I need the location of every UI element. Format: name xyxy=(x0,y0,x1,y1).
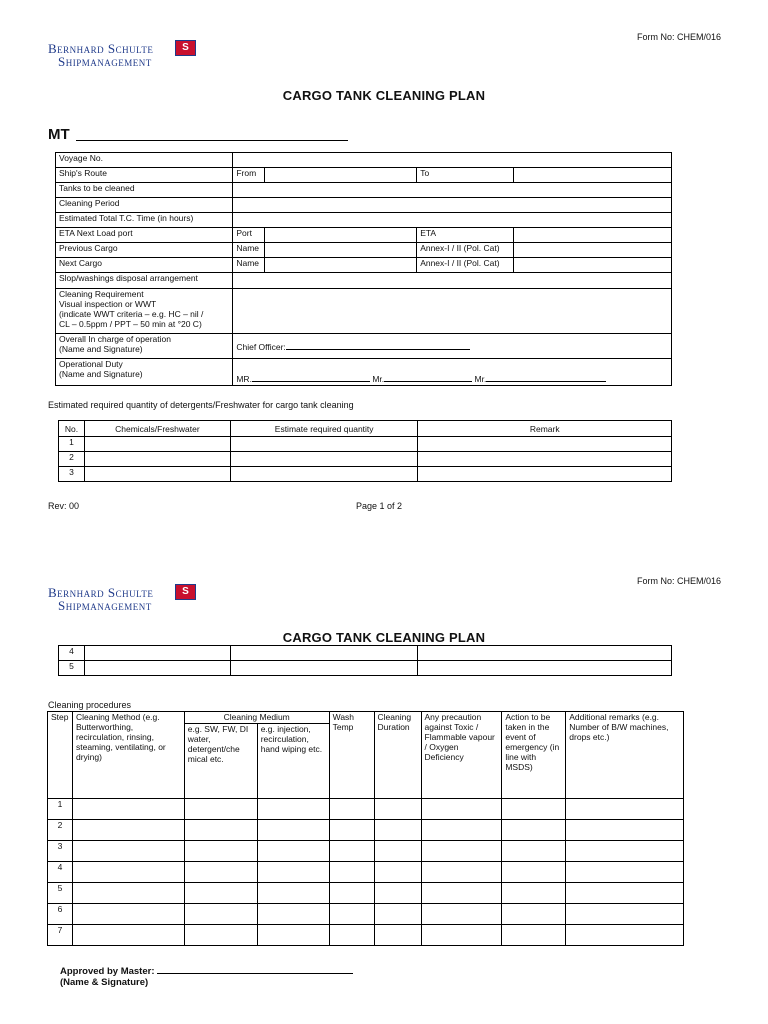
mr1-signature-line[interactable] xyxy=(252,372,370,382)
table-row xyxy=(56,183,672,198)
route-to-field[interactable] xyxy=(514,168,672,183)
step-cell[interactable] xyxy=(421,841,502,862)
remark-cell[interactable] xyxy=(418,452,672,467)
route-to-label: To xyxy=(417,168,514,183)
remark-cell[interactable] xyxy=(418,467,672,482)
slop-label: Slop/washings disposal arrangement xyxy=(56,273,233,289)
approval-subtitle: (Name & Signature) xyxy=(60,977,149,988)
quantity-cell[interactable] xyxy=(230,452,418,467)
duty-line: (Name and Signature) xyxy=(59,369,143,379)
quantity-cell[interactable] xyxy=(230,661,418,676)
table-row xyxy=(59,452,672,467)
company-name-line1: Bernhard Schulte xyxy=(48,585,154,600)
step-cell[interactable] xyxy=(374,799,421,820)
chief-officer-cell xyxy=(233,334,672,359)
header-quantity: Estimate required quantity xyxy=(230,421,418,437)
header-medium: Cleaning Medium xyxy=(184,712,329,724)
header-step: Step xyxy=(48,712,73,799)
company-name-line2: Shipmanagement xyxy=(58,598,152,613)
prev-annex-label: Annex-I / II (Pol. Cat) xyxy=(417,243,514,258)
step-cell[interactable] xyxy=(72,841,184,862)
prev-name-label: Name xyxy=(233,243,265,258)
table-row xyxy=(48,925,684,946)
step-cell[interactable] xyxy=(184,799,257,820)
form-number: Form No: CHEM/016 xyxy=(637,32,722,42)
detergent-caption: Estimated required quantity of detergents/Freshwater for cargo tank cleaning xyxy=(48,400,354,410)
prev-annex-field[interactable] xyxy=(514,243,672,258)
eta-field[interactable] xyxy=(514,228,672,243)
duty-line: Operational Duty xyxy=(59,359,123,369)
step-cell[interactable] xyxy=(72,883,184,904)
company-name-line1: Bernhard Schulte xyxy=(48,41,154,56)
tanks-label: Tanks to be cleaned xyxy=(56,183,233,198)
approval-label: Approved by Master: xyxy=(60,966,155,977)
step-number: 2 xyxy=(48,820,73,841)
table-row xyxy=(48,862,684,883)
step-number: 5 xyxy=(48,883,73,904)
mr1-label: MR. xyxy=(236,374,252,384)
quantity-cell[interactable] xyxy=(230,437,418,452)
chemicals-table-continued xyxy=(58,645,672,676)
mr3-signature-line[interactable] xyxy=(486,372,606,382)
prev-name-field[interactable] xyxy=(265,243,417,258)
chemical-cell[interactable] xyxy=(84,646,230,661)
step-cell[interactable] xyxy=(502,862,566,883)
overall-line: (Name and Signature) xyxy=(59,344,143,354)
company-logo xyxy=(48,586,153,612)
next-name-label: Name xyxy=(233,258,265,273)
table-row xyxy=(48,799,684,820)
requirement-label xyxy=(56,289,233,334)
header-medium-method: e.g. injection, recirculation, hand wiping etc. xyxy=(257,724,329,799)
route-from-label: From xyxy=(233,168,265,183)
step-cell[interactable] xyxy=(421,820,502,841)
step-cell[interactable] xyxy=(184,841,257,862)
next-annex-field[interactable] xyxy=(514,258,672,273)
step-cell[interactable] xyxy=(329,925,374,946)
step-cell[interactable] xyxy=(184,862,257,883)
table-row xyxy=(56,334,672,359)
voyage-label: Voyage No. xyxy=(56,153,233,168)
requirement-line: CL – 0.5ppm / PPT – 50 min at °20 C) xyxy=(59,319,202,329)
next-cargo-label: Next Cargo xyxy=(56,258,233,273)
step-cell[interactable] xyxy=(421,925,502,946)
step-cell[interactable] xyxy=(329,883,374,904)
period-field[interactable] xyxy=(233,198,672,213)
requirement-field[interactable] xyxy=(233,289,672,334)
step-cell[interactable] xyxy=(374,862,421,883)
step-cell[interactable] xyxy=(329,799,374,820)
step-cell[interactable] xyxy=(421,883,502,904)
revision: Rev: 00 xyxy=(48,501,80,511)
step-cell[interactable] xyxy=(257,799,329,820)
header-no: No. xyxy=(59,421,85,437)
step-cell[interactable] xyxy=(72,799,184,820)
table-row xyxy=(59,437,672,452)
step-cell[interactable] xyxy=(72,925,184,946)
chemical-cell[interactable] xyxy=(84,437,230,452)
step-cell[interactable] xyxy=(72,904,184,925)
step-cell[interactable] xyxy=(329,820,374,841)
header-remarks: Additional remarks (e.g. Number of B/W machines, drops etc.) xyxy=(566,712,684,799)
slop-field[interactable] xyxy=(233,273,672,289)
row-number: 4 xyxy=(59,646,85,661)
step-cell[interactable] xyxy=(502,925,566,946)
requirement-line: Visual inspection or WWT xyxy=(59,299,157,309)
table-row xyxy=(56,289,672,334)
header-duration: Cleaning Duration xyxy=(374,712,421,799)
step-number: 4 xyxy=(48,862,73,883)
mr2-label: Mr. xyxy=(372,374,385,384)
step-cell[interactable] xyxy=(421,904,502,925)
step-cell[interactable] xyxy=(72,862,184,883)
step-cell[interactable] xyxy=(329,904,374,925)
chemicals-table xyxy=(58,420,672,482)
chemical-cell[interactable] xyxy=(84,661,230,676)
master-signature-line[interactable] xyxy=(157,965,353,974)
requirement-line: (indicate WWT criteria – e.g. HC – nil / xyxy=(59,309,204,319)
approval-block xyxy=(60,965,353,988)
quantity-cell[interactable] xyxy=(230,467,418,482)
table-row xyxy=(56,258,672,273)
step-cell[interactable] xyxy=(566,820,684,841)
step-cell[interactable] xyxy=(257,925,329,946)
remark-cell[interactable] xyxy=(418,661,672,676)
overall-label xyxy=(56,334,233,359)
step-cell[interactable] xyxy=(329,841,374,862)
step-cell[interactable] xyxy=(502,904,566,925)
table-row xyxy=(56,359,672,386)
table-row xyxy=(48,841,684,862)
step-cell[interactable] xyxy=(184,820,257,841)
step-cell[interactable] xyxy=(566,841,684,862)
header-medium-type: e.g. SW, FW, DI water, detergent/che mical etc. xyxy=(184,724,257,799)
total-time-field[interactable] xyxy=(233,213,672,228)
company-name-line2: Shipmanagement xyxy=(58,54,152,69)
step-cell[interactable] xyxy=(184,883,257,904)
table-row xyxy=(56,243,672,258)
step-cell[interactable] xyxy=(502,799,566,820)
table-row xyxy=(59,661,672,676)
step-cell[interactable] xyxy=(502,841,566,862)
next-annex-label: Annex-I / II (Pol. Cat) xyxy=(417,258,514,273)
step-cell[interactable] xyxy=(72,820,184,841)
approval-line xyxy=(60,965,353,977)
header-chemicals: Chemicals/Freshwater xyxy=(84,421,230,437)
route-from-field[interactable] xyxy=(265,168,417,183)
row-number: 1 xyxy=(59,437,85,452)
page-title: CARGO TANK CLEANING PLAN xyxy=(282,630,486,645)
step-cell[interactable] xyxy=(566,862,684,883)
step-cell[interactable] xyxy=(566,883,684,904)
step-cell[interactable] xyxy=(421,862,502,883)
eta-port-label: ETA Next Load port xyxy=(56,228,233,243)
table-row xyxy=(56,273,672,289)
table-row xyxy=(56,153,672,168)
step-cell[interactable] xyxy=(184,904,257,925)
step-cell[interactable] xyxy=(257,841,329,862)
step-cell[interactable] xyxy=(374,841,421,862)
company-flag-icon: S xyxy=(175,40,196,56)
row-number: 2 xyxy=(59,452,85,467)
next-name-field[interactable] xyxy=(265,258,417,273)
step-cell[interactable] xyxy=(374,883,421,904)
step-number: 6 xyxy=(48,904,73,925)
voyage-field[interactable] xyxy=(233,153,672,168)
step-cell[interactable] xyxy=(502,820,566,841)
header-action: Action to be taken in the event of emergency (in line with MSDS) xyxy=(502,712,566,799)
step-cell[interactable] xyxy=(374,820,421,841)
table-header-row xyxy=(48,712,684,724)
mt-text: MT xyxy=(48,126,70,143)
procedures-caption: Cleaning procedures xyxy=(48,700,132,710)
step-cell[interactable] xyxy=(257,883,329,904)
header-method: Cleaning Method (e.g. Butterworthing, recirculation, rinsing, steaming, ventilating, or drying) xyxy=(72,712,184,799)
step-cell[interactable] xyxy=(566,925,684,946)
row-number: 5 xyxy=(59,661,85,676)
page-number: Page 1 of 2 xyxy=(356,501,403,511)
step-cell[interactable] xyxy=(257,862,329,883)
total-time-label: Estimated Total T.C. Time (in hours) xyxy=(56,213,233,228)
step-cell[interactable] xyxy=(374,904,421,925)
route-label: Ship's Route xyxy=(56,168,233,183)
tanks-field[interactable] xyxy=(233,183,672,198)
table-row xyxy=(59,646,672,661)
step-cell[interactable] xyxy=(566,904,684,925)
chemical-cell[interactable] xyxy=(84,467,230,482)
table-row xyxy=(59,467,672,482)
company-logo xyxy=(48,42,153,68)
mr2-signature-line[interactable] xyxy=(384,372,472,382)
duty-label xyxy=(56,359,233,386)
step-number: 1 xyxy=(48,799,73,820)
step-number: 3 xyxy=(48,841,73,862)
mt-label xyxy=(48,126,70,143)
step-cell[interactable] xyxy=(374,925,421,946)
company-flag-icon: S xyxy=(175,584,196,600)
row-number: 3 xyxy=(59,467,85,482)
eta-label: ETA xyxy=(417,228,514,243)
step-cell[interactable] xyxy=(566,799,684,820)
plan-table xyxy=(55,152,672,386)
duty-signatures-cell xyxy=(233,359,672,386)
table-row xyxy=(48,820,684,841)
table-header-row xyxy=(59,421,672,437)
mt-name-field[interactable] xyxy=(76,140,348,141)
form-number: Form No: CHEM/016 xyxy=(637,576,722,586)
period-label: Cleaning Period xyxy=(56,198,233,213)
step-cell[interactable] xyxy=(329,862,374,883)
chemical-cell[interactable] xyxy=(84,452,230,467)
prev-cargo-label: Previous Cargo xyxy=(56,243,233,258)
requirement-line: Cleaning Requirement xyxy=(59,289,144,299)
table-row xyxy=(48,883,684,904)
table-row xyxy=(56,168,672,183)
header-precaution: Any precaution against Toxic / Flammable vapour / Oxygen Deficiency xyxy=(421,712,502,799)
table-row xyxy=(48,904,684,925)
port-field[interactable] xyxy=(265,228,417,243)
step-number: 7 xyxy=(48,925,73,946)
table-row xyxy=(56,198,672,213)
header-wash-temp: Wash Temp xyxy=(329,712,374,799)
step-cell[interactable] xyxy=(502,883,566,904)
remark-cell[interactable] xyxy=(418,646,672,661)
chief-officer-label: Chief Officer: xyxy=(236,342,286,352)
step-cell[interactable] xyxy=(184,925,257,946)
overall-line: Overall In charge of operation xyxy=(59,334,171,344)
table-row xyxy=(56,213,672,228)
mr3-label: Mr. xyxy=(474,374,487,384)
step-cell[interactable] xyxy=(257,820,329,841)
step-cell[interactable] xyxy=(257,904,329,925)
step-cell[interactable] xyxy=(421,799,502,820)
procedures-table xyxy=(47,711,684,946)
header-remark: Remark xyxy=(418,421,672,437)
quantity-cell[interactable] xyxy=(230,646,418,661)
page-title: CARGO TANK CLEANING PLAN xyxy=(282,88,486,103)
remark-cell[interactable] xyxy=(418,437,672,452)
port-label: Port xyxy=(233,228,265,243)
chief-officer-signature-line[interactable] xyxy=(286,340,470,350)
table-row xyxy=(56,228,672,243)
